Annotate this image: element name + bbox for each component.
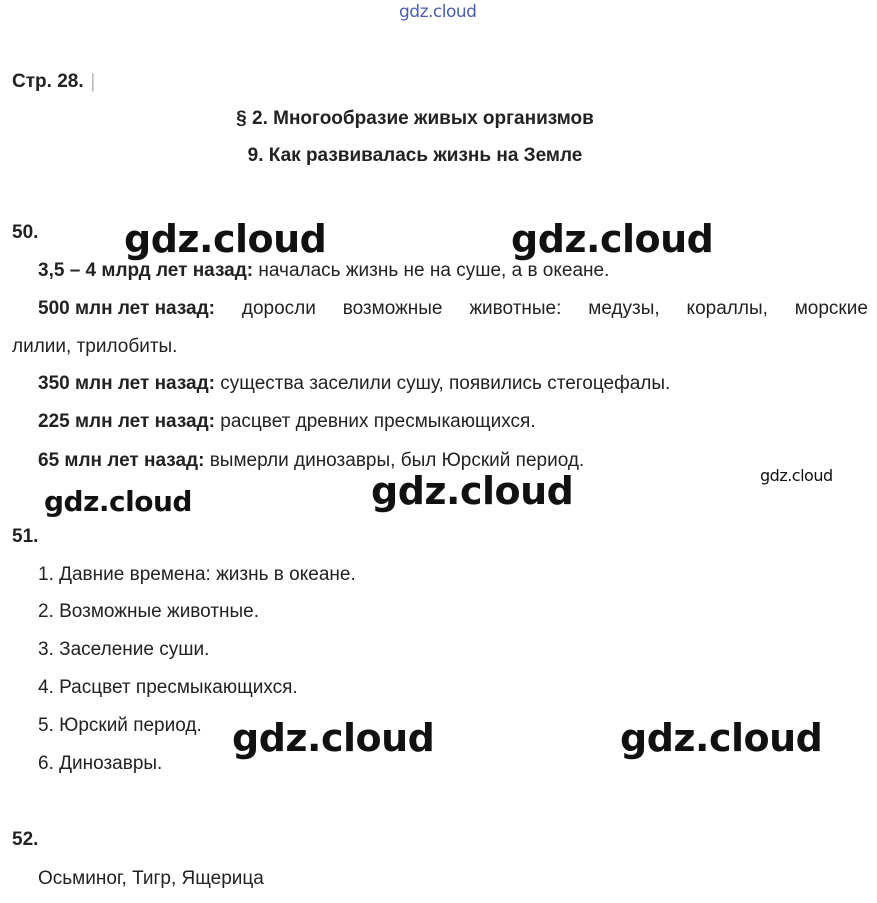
row-text: расцвет древних пресмыкающихся. [215, 411, 536, 432]
watermark: gdz.cloud [44, 485, 192, 518]
row-time: 3,5 – 4 млрд лет назад: [38, 260, 254, 281]
row-text: началась жизнь не на суше, а в океане. [253, 260, 610, 281]
watermark: gdz.cloud [124, 217, 327, 261]
task-52-number: 52. [12, 829, 39, 850]
page-label [12, 71, 98, 94]
task-52-answer: Осьминог, Тигр, Ящерица [38, 868, 264, 889]
watermark: gdz.cloud [511, 217, 714, 261]
word: морские [794, 298, 868, 319]
list-item: 4. Расцвет пресмыкающихся. [38, 677, 298, 698]
row-text: вымерли динозавры, был Юрский период. [204, 450, 585, 471]
list-item: 2. Возможные животные. [38, 601, 260, 622]
page-mark: │ [88, 74, 99, 91]
task-50-number: 50. [12, 222, 39, 243]
list-item: 3. Заселение суши. [38, 639, 210, 660]
list-item: 5. Юрский период. [38, 715, 202, 736]
row-time: 350 млн лет назад: [38, 373, 216, 394]
task-50-row [38, 411, 536, 433]
watermark: gdz.cloud [371, 469, 574, 513]
task-51-number: 51. [12, 526, 39, 547]
word: животные: [469, 298, 562, 319]
row-time: 65 млн лет назад: [38, 450, 205, 471]
watermark: gdz.cloud [620, 716, 823, 760]
watermark: gdz.cloud [232, 716, 435, 760]
word: возможные [342, 298, 443, 319]
row-time: 500 млн лет назад: [38, 298, 216, 319]
watermark-top: gdz.cloud [399, 2, 477, 22]
word: медузы, [588, 298, 660, 319]
watermark: gdz.cloud [760, 466, 833, 485]
task-50-row [38, 260, 609, 282]
section-title: § 2. Многообразие живых организмов [236, 108, 594, 129]
task-50-row-justified [38, 298, 868, 320]
row-text: существа заселили сушу, появились стегоцефалы. [215, 373, 671, 394]
word: доросли [241, 298, 316, 319]
task-50-row-continuation: лилии, трилобиты. [12, 336, 178, 357]
task-50-row [38, 373, 670, 395]
topic-title: 9. Как развивалась жизнь на Земле [247, 145, 583, 166]
word: кораллы, [686, 298, 768, 319]
list-item: 6. Динозавры. [38, 753, 163, 774]
list-item: 1. Давние времена: жизнь в океане. [38, 564, 356, 585]
row-time: 225 млн лет назад: [38, 411, 216, 432]
page-label-text: Стр. 28. [12, 71, 84, 92]
